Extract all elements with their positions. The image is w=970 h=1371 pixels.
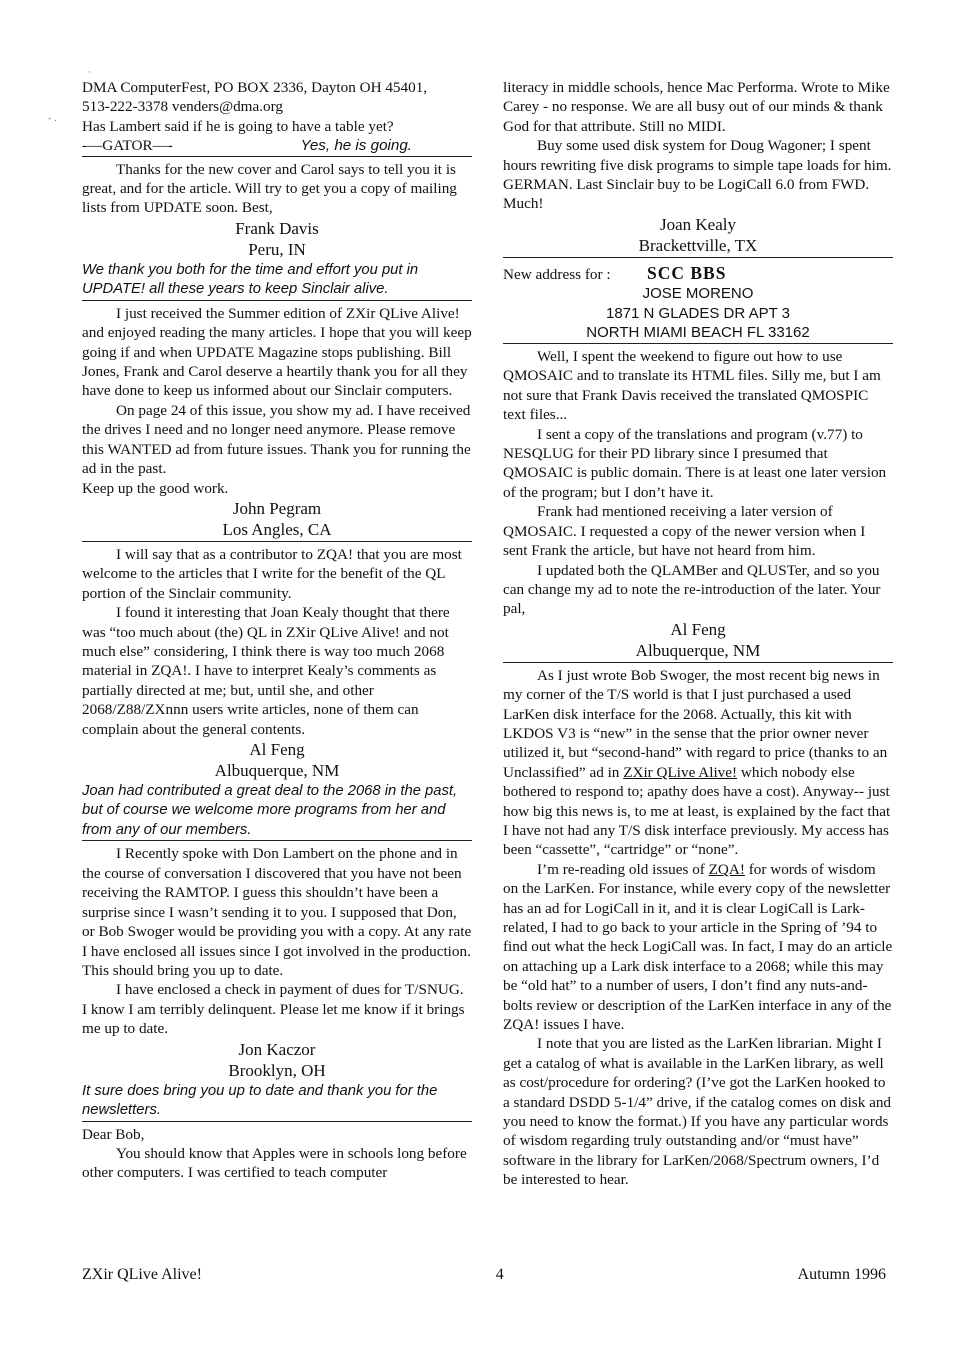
kealy-paragraph-continued: literacy in middle schools, hence Mac Performa. Wrote to Mike Carey - no response. We are all busy out of our minds & thank God for that attribute. Still no MIDI. [503, 79, 890, 135]
address-line: NORTH MIAMI BEACH FL 33162 [503, 323, 893, 344]
pegram-paragraph: I just received the Summer edition of ZXir QLive Alive! and enjoyed reading the many articles. I hope that you will keep going if and when UPDATE Magazine stops publishing. Bill Jones, Frank and Carol deserve a heartily thank you for all they have done to keep us informed about our Sinclair computers. [82, 304, 472, 400]
bbs-name: SCC BBS [647, 262, 727, 283]
new-address-header [503, 264, 893, 284]
kaczor-signature-place: Brooklyn, OH [228, 1061, 326, 1081]
feng-paragraph: I updated both the QLAMBer and QLUSTer, and so you can change my ad to note the re-introduction of the later. Your pal, [503, 561, 881, 618]
footer-issue: Autumn 1996 [797, 1266, 886, 1283]
address-line: JOSE MORENO [642, 285, 754, 303]
feng-signature-place: Albuquerque, NM [503, 640, 893, 663]
kealy-paragraph: You should know that Apples were in schools long before other computers. I was certified to teach computer [82, 1144, 467, 1182]
frank-letter: Thanks for the new cover and Carol says to tell you it is great, and for the article. Will try to get you a copy of mailing lists from UPDATE soon. Best, [82, 160, 457, 217]
kealy-signature-place: Brackettville, TX [503, 235, 893, 258]
feng-paragraph: Well, I spent the weekend to figure out how to use QMOSAIC and to translate its HTML files. Silly me, but I am not sure that Frank Davis received the translated QMOSPIC text files... [503, 348, 881, 424]
feng-signature-name: Al Feng [249, 739, 305, 759]
paragraph-text: I’m re-reading old issues of [537, 860, 709, 878]
kealy-paragraph: Buy some used disk system for Doug Wagoner; I spent hours rewriting five disk programs to simple tape loads for him. GERMAN. Last Sinclair buy to be LogiCall 6.0 from FWD. Much! [503, 137, 892, 213]
publication-title-underlined: ZXir QLive Alive! [623, 763, 738, 781]
gator-reply-line [82, 136, 472, 156]
footer-page-number: 4 [495, 1266, 504, 1283]
pegram-signature-place: Los Angles, CA [82, 519, 472, 542]
page-footer [82, 1265, 886, 1284]
scan-speck-mark: · [88, 68, 91, 78]
left-column [82, 78, 472, 1183]
new-address-label: New address for : [503, 265, 611, 283]
feng-larken-paragraph [503, 666, 893, 860]
kaczor-signature-name: Jon Kaczor [238, 1039, 316, 1059]
dma-address-line: DMA ComputerFest, PO BOX 2336, Dayton OH 45401, [82, 79, 428, 96]
feng-paragraph: Frank had mentioned receiving a later version of QMOSAIC. I requested a copy of the newer version when I sent Frank the article, but have not heard from him. [503, 503, 866, 560]
gator-name: -—GATOR—- [82, 137, 173, 155]
feng-signature-place: Albuquerque, NM [214, 761, 340, 781]
frank-signature-place: Peru, IN [248, 240, 306, 260]
kealy-salutation: Dear Bob, [82, 1125, 145, 1143]
publication-title-underlined: ZQA! [708, 860, 745, 878]
paragraph-text: for words of wisdom on the LarKen. For instance, while every copy of the newsletter has an ad for LogiCall in it, and it is clear LogiCall is Lark-related, I had to go back to your article in the Spring of ’94 to find out what the heck LogiCall was. In fact, I may do an article on attaching up a Lark disk interface to a 2068; while this may be “old hat” to a number of users, I don’t find any nuts-and-bolts review or description of the LarKen interface in any of the ZQA! issues I have. [503, 860, 893, 1034]
scan-speck-mark: - . [48, 114, 57, 124]
pegram-closing: Keep up the good work. [82, 479, 229, 497]
feng-larken-paragraph [503, 860, 893, 1035]
address-line: 1871 N GLADES DR APT 3 [606, 304, 790, 322]
paragraph-text: which nobody else bothered to respond to; apathy does have a cost). Anyway-- just how big this news is, to me at least, is explained by the fact that I have not had any T/S disk interface previously. My access has been “cassette”, “cartridge” or “none”. [503, 763, 891, 859]
dma-question-line: Has Lambert said if he is going to have a table yet? [82, 117, 394, 135]
kaczor-paragraph: I have enclosed a check in payment of dues for T/SNUG. I know I am terribly delinquent. Please let me know if it brings me up to date. [82, 981, 465, 1038]
kaczor-paragraph: I Recently spoke with Don Lambert on the phone and in the course of conversation I discovered that you have not been receiving the RAMTOP. I guess this shouldn’t have been a surprise since I wasn’t sending it to you. I supposed that Don, or Bob Swoger would be providing you with a copy. At any rate I have enclosed all issues since I got involved in the production. This should bring you up to date. [82, 845, 472, 979]
feng-paragraph: I will say that as a contributor to ZQA! that you are most welcome to the articles that I write for the benefit of the QL portion of the Sinclair community. [82, 545, 462, 602]
pegram-signature-name: John Pegram [232, 498, 322, 518]
kealy-signature-name: Joan Kealy [659, 214, 736, 234]
right-column [503, 78, 893, 1190]
feng-larken-paragraph: I note that you are listed as the LarKen librarian. Might I get a catalog of what is available in the LarKen library, as well as cost/procedure for ordering? (I’ve got the LarKen hooked to a standard DSDD 5-1/4” drive, if the catalog comes on disk and you need to know the format.) If you have any particular words of wisdom regarding truly outstanding and/or “must have” software in the library for LarKen/2068/Spectrum owners, I’d be interested to hear. [503, 1035, 892, 1189]
pegram-paragraph: On page 24 of this issue, you show my ad. I have received the drives I need and no longer need anymore. Please remove this WANTED ad from future issues. Thank you for running the ad in the past. [82, 401, 471, 478]
feng-paragraph: I found it interesting that Joan Kealy thought that there was “too much about (the) QL in ZXir QLive Alive! and not much else” considering, I think there is way too much 2068 material in ZQA!. I have to interpret Kealy’s comments as partially directed at me; but, until she, and other 2068/Z88/ZXnnn users write articles, none of them can complain about the general contents. [82, 604, 450, 738]
gator-answer: Yes, he is going. [300, 137, 412, 155]
footer-publication: ZXir QLive Alive! [82, 1266, 202, 1283]
paragraph-text: As I just wrote Bob Swoger, the most recent big news in my corner of the T/S world is that I just purchased a used LarKen disk interface for the 2068. Actually, this kit with LKDOS V3 is “new” in the sense that the prior owner never utilized it, but “second-hand” with regard to price (thanks to an Unclassified” ad in [503, 666, 888, 781]
feng-signature-name: Al Feng [670, 619, 726, 639]
dma-phone-line: 513-222-3378 venders@dma.org [82, 98, 283, 116]
feng-editor-reply: Joan had contributed a great deal to the 2068 in the past, but of course we welcome more programs from her and from any of our members. [82, 782, 472, 842]
feng-paragraph: I sent a copy of the translations and program (v.77) to NESQLUG for their PD library since I presumed that QMOSAIC is public domain. There is at least one later version of the program; but I don’t have it. [503, 425, 887, 501]
frank-editor-reply: We thank you both for the time and effort you put in UPDATE! all these years to keep Sinclair alive. [82, 261, 472, 301]
frank-signature-name: Frank Davis [235, 218, 319, 238]
kaczor-editor-reply: It sure does bring you up to date and thank you for the newsletters. [82, 1082, 472, 1122]
